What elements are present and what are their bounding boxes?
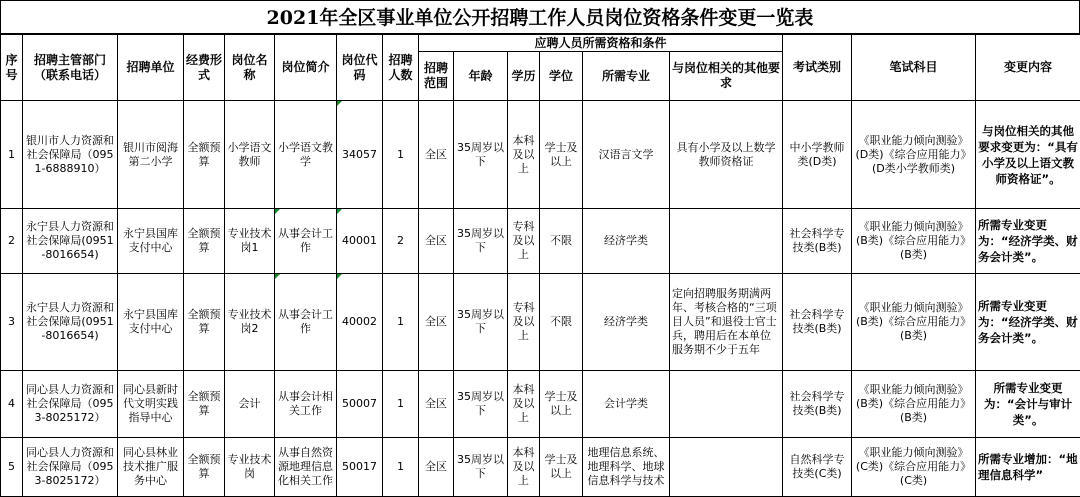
header-scope: 招聘范围 [419, 52, 454, 101]
cell-degree: 不限 [540, 209, 583, 274]
table-row [1, 371, 1080, 438]
cell-major: 经济学类 [583, 209, 670, 274]
cell-age: 35周岁以下 [454, 438, 508, 497]
cell-other [670, 209, 783, 274]
cell-major: 地理信息系统、地理科学、地球信息科学与技术 [583, 438, 670, 497]
cell-age: 35周岁以下 [454, 209, 508, 274]
cell-subjects: 《职业能力倾向测验》(B类)《综合应用能力》(B类) [852, 209, 976, 274]
table-row [1, 438, 1080, 497]
cell-edu: 专科及以上 [508, 209, 540, 274]
cell-exam-type: 社会科学专技类(B类) [783, 274, 852, 371]
cell-other: 定向招聘服务期满两年、考核合格的“三项目人员”和退役士官士兵，聘用后在本单位服务期不少于五年 [670, 274, 783, 371]
header-post-name: 岗位名称 [225, 35, 275, 101]
header-post-intro: 岗位简介 [275, 35, 337, 101]
cell-num: 2 [383, 209, 419, 274]
cell-funding: 全额预算 [184, 209, 225, 274]
cell-dept: 同心县人力资源和社会保障局（0953-8025172） [23, 371, 118, 438]
cell-scope: 全区 [419, 371, 454, 438]
cell-seq: 2 [1, 209, 23, 274]
cell-post-code: 40002 [337, 274, 383, 371]
table-row [1, 101, 1080, 209]
cell-scope: 全区 [419, 209, 454, 274]
header-degree: 学位 [540, 52, 583, 101]
cell-scope: 全区 [419, 274, 454, 371]
cell-subjects: 《职业能力倾向测验》(D类)《综合应用能力》(D类小学教师类) [852, 101, 976, 209]
cell-post-intro: 从事会计相关工作 [275, 371, 337, 438]
cell-seq: 1 [1, 101, 23, 209]
cell-exam-type: 社会科学专技类(B类) [783, 209, 852, 274]
header-exam-type: 考试类别 [783, 35, 852, 101]
cell-dept: 永宁县人力资源和社会保障局(0951-8016654) [23, 209, 118, 274]
cell-age: 35周岁以下 [454, 101, 508, 209]
cell-edu: 本科及以上 [508, 371, 540, 438]
cell-post-code: 50007 [337, 371, 383, 438]
cell-num: 1 [383, 371, 419, 438]
cell-post-code: 40001 [337, 209, 383, 274]
cell-unit: 永宁县国库支付中心 [118, 209, 184, 274]
header-funding: 经费形式 [184, 35, 225, 101]
cell-other: 具有小学及以上数学教师资格证 [670, 101, 783, 209]
cell-exam-type: 社会科学专技类(B类) [783, 371, 852, 438]
cell-other [670, 371, 783, 438]
cell-unit: 同心县新时代文明实践指导中心 [118, 371, 184, 438]
cell-scope: 全区 [419, 438, 454, 497]
cell-post-code: 34057 [337, 101, 383, 209]
cell-funding: 全额预算 [184, 274, 225, 371]
cell-edu: 专科及以上 [508, 274, 540, 371]
cell-funding: 全额预算 [184, 371, 225, 438]
cell-post-intro: 从事自然资源地理信息化相关工作 [275, 438, 337, 497]
header-dept: 招聘主管部门（联系电话） [23, 35, 118, 101]
cell-post-name: 小学语文教师 [225, 101, 275, 209]
cell-dept: 同心县人力资源和社会保障局（0953-8025172） [23, 438, 118, 497]
header-change: 变更内容 [976, 35, 1080, 101]
change-table [0, 34, 1080, 497]
cell-major: 会计学类 [583, 371, 670, 438]
header-other: 与岗位相关的其他要求 [670, 52, 783, 101]
header-edu: 学历 [508, 52, 540, 101]
cell-edu: 本科及以上 [508, 101, 540, 209]
cell-exam-type: 自然科学专技类(C类) [783, 438, 852, 497]
cell-unit: 银川市阅海第二小学 [118, 101, 184, 209]
cell-change: 所需专业增加：“地理信息科学” [976, 438, 1080, 497]
header-post-code: 岗位代码 [337, 35, 383, 101]
cell-dept: 永宁县人力资源和社会保障局(0951-8016654) [23, 274, 118, 371]
cell-unit: 永宁县国库支付中心 [118, 274, 184, 371]
cell-post-code: 50017 [337, 438, 383, 497]
cell-post-name: 会计 [225, 371, 275, 438]
cell-change: 所需专业变更为：“经济学类、财务会计类”。 [976, 209, 1080, 274]
cell-degree: 学士及以上 [540, 101, 583, 209]
cell-post-name: 专业技术岗1 [225, 209, 275, 274]
cell-unit: 同心县林业技术推广服务中心 [118, 438, 184, 497]
cell-subjects: 《职业能力倾向测验》(B类)《综合应用能力》(B类) [852, 274, 976, 371]
cell-num: 1 [383, 438, 419, 497]
header-req-group: 应聘人员所需资格和条件 [419, 35, 783, 52]
cell-seq: 3 [1, 274, 23, 371]
header-unit: 招聘单位 [118, 35, 184, 101]
cell-post-name: 专业技术岗 [225, 438, 275, 497]
cell-funding: 全额预算 [184, 438, 225, 497]
cell-degree: 学士及以上 [540, 438, 583, 497]
cell-funding: 全额预算 [184, 101, 225, 209]
cell-degree: 学士及以上 [540, 371, 583, 438]
cell-seq: 5 [1, 438, 23, 497]
header-subjects: 笔试科目 [852, 35, 976, 101]
cell-other [670, 438, 783, 497]
cell-exam-type: 中小学教师类(D类) [783, 101, 852, 209]
cell-degree: 不限 [540, 274, 583, 371]
cell-num: 1 [383, 274, 419, 371]
table-row [1, 274, 1080, 371]
header-seq: 序号 [1, 35, 23, 101]
cell-post-name: 专业技术岗2 [225, 274, 275, 371]
header-num: 招聘人数 [383, 35, 419, 101]
cell-major: 经济学类 [583, 274, 670, 371]
cell-change: 与岗位相关的其他要求变更为：“具有小学及以上语文教师资格证”。 [976, 101, 1080, 209]
cell-dept: 银川市人力资源和社会保障局（0951-6888910） [23, 101, 118, 209]
cell-subjects: 《职业能力倾向测验》(C类)《综合应用能力》(C类) [852, 438, 976, 497]
cell-subjects: 《职业能力倾向测验》(B类)《综合应用能力》(B类) [852, 371, 976, 438]
header-age: 年龄 [454, 52, 508, 101]
page-title: 2021年全区事业单位公开招聘工作人员岗位资格条件变更一览表 [0, 0, 1080, 34]
cell-post-intro: 从事会计工作 [275, 274, 337, 371]
table-row [1, 209, 1080, 274]
cell-change: 所需专业变更为：“会计与审计类”。 [976, 371, 1080, 438]
cell-seq: 4 [1, 371, 23, 438]
cell-major: 汉语言文学 [583, 101, 670, 209]
cell-post-intro: 从事会计工作 [275, 209, 337, 274]
cell-age: 35周岁以下 [454, 274, 508, 371]
cell-scope: 全区 [419, 101, 454, 209]
cell-num: 1 [383, 101, 419, 209]
cell-age: 35周岁以下 [454, 371, 508, 438]
cell-change: 所需专业变更为：“经济学类、财务会计类”。 [976, 274, 1080, 371]
cell-edu: 本科及以上 [508, 438, 540, 497]
cell-post-intro: 小学语文教学 [275, 101, 337, 209]
header-major: 所需专业 [583, 52, 670, 101]
